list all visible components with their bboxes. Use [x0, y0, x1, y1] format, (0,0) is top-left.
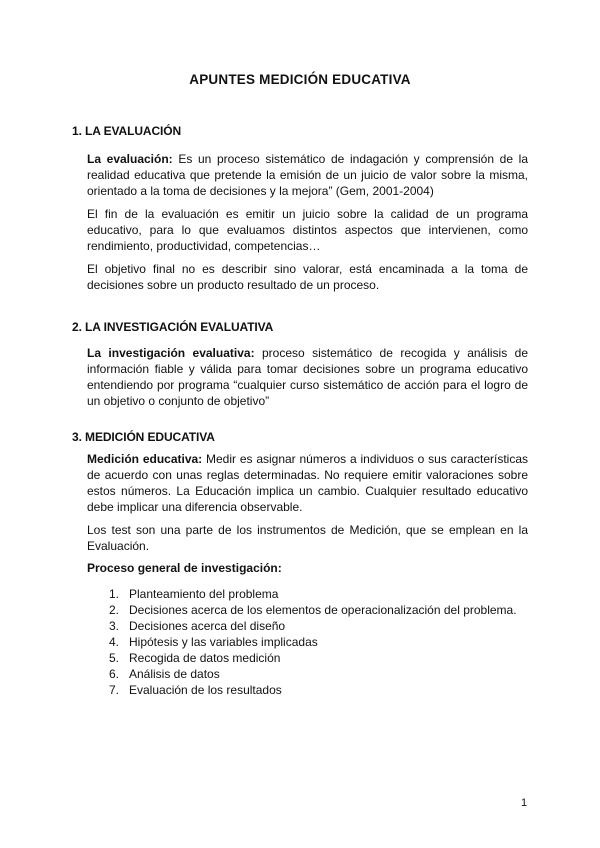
- list-item: [109, 666, 528, 682]
- paragraph-text: El fin de la evaluación es emitir un juicio sobre la calidad de un programa educativo, para lo que evaluamos distintos aspectos que intervienen, como rendimiento, productividad, competencias…: [87, 207, 528, 253]
- section-heading: 2. LA INVESTIGACIÓN EVALUATIVA: [72, 320, 274, 334]
- paragraph: [87, 451, 528, 515]
- section-heading: 1. LA EVALUACIÓN: [72, 124, 182, 138]
- process-heading: Proceso general de investigación:: [87, 561, 282, 575]
- paragraph: [87, 345, 528, 409]
- section-heading: 3. MEDICIÓN EDUCATIVA: [72, 430, 215, 444]
- term-label: La evaluación:: [87, 152, 173, 166]
- paragraph-text: Los test son una parte de los instrumentos de Medición, que se emplean en la Evaluación.: [87, 523, 528, 553]
- step-number: 7.: [109, 683, 120, 697]
- list-item: [109, 618, 528, 634]
- list-item: [109, 634, 528, 650]
- paragraph-text: El objetivo final no es describir sino valorar, está encaminada a la toma de decisiones sobre un producto resultado de un proceso.: [87, 262, 528, 292]
- term-label: Medición educativa:: [87, 452, 203, 466]
- section-evaluacion: [72, 124, 528, 293]
- step-text: Planteamiento del problema: [129, 587, 279, 601]
- paragraph: [87, 261, 528, 293]
- step-text: Recogida de datos medición: [129, 651, 281, 665]
- step-text: Análisis de datos: [129, 667, 220, 681]
- paragraph: [87, 151, 528, 199]
- step-number: 2.: [109, 603, 120, 617]
- step-number: 6.: [109, 667, 120, 681]
- list-item: [109, 586, 528, 602]
- list-item: [109, 682, 528, 698]
- step-text: Evaluación de los resultados: [129, 683, 282, 697]
- list-item: [109, 650, 528, 666]
- step-number: 1.: [109, 587, 120, 601]
- section-medicion-educativa: [72, 430, 528, 698]
- document-title: APUNTES MEDICIÓN EDUCATIVA: [189, 72, 411, 87]
- step-text: Decisiones acerca de los elementos de operacionalización del problema.: [129, 603, 517, 617]
- step-text: Hipótesis y las variables implicadas: [129, 635, 318, 649]
- process-steps-list: [72, 586, 528, 698]
- step-text: Decisiones acerca del diseño: [129, 619, 286, 633]
- paragraph-text: Es un proceso sistemático de indagación y comprensión de la realidad educativa que pretende la emisión de un juicio de valor sobre la misma, orientado a la toma de decisiones y la mejora” (Gem, 2001-2004): [87, 152, 528, 198]
- paragraph-text: Medir es asignar números a individuos o sus características de acuerdo con unas reglas determinadas. No requiere emitir valoraciones sobre estos números. La Educación implica un cambio. Cualquier resultado educativo debe implicar una diferencia observable.: [87, 452, 528, 514]
- paragraph: [87, 206, 528, 254]
- paragraph-text: proceso sistemático de recogida y análisis de información fiable y válida para tomar decisiones sobre un programa educativo entendiendo por programa “cualquier curso sistemático de acción para el logro de un objetivo o conjunto de objetivo”: [87, 346, 528, 408]
- list-item: [109, 602, 528, 618]
- page-number: 1: [521, 797, 528, 809]
- paragraph: [87, 522, 528, 554]
- step-number: 5.: [109, 651, 120, 665]
- section-investigacion-evaluativa: [72, 320, 528, 409]
- step-number: 3.: [109, 619, 120, 633]
- step-number: 4.: [109, 635, 120, 649]
- term-label: La investigación evaluativa:: [87, 346, 255, 360]
